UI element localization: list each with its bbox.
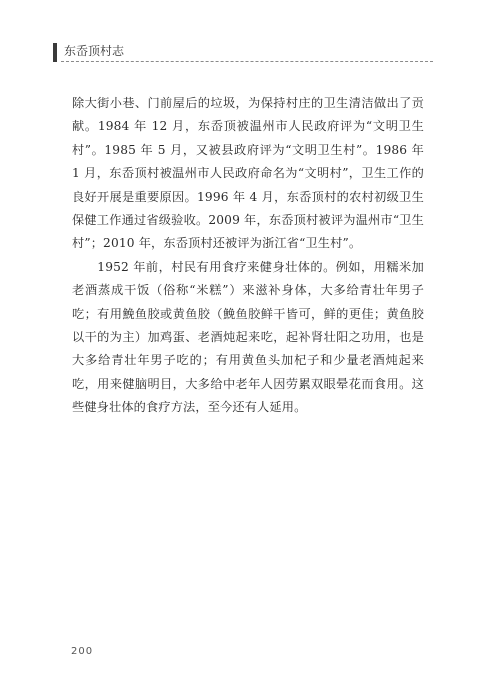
- page-number: 200: [71, 646, 94, 657]
- paragraph-2: 1952 年前，村民有用食疗来健身壮体的。例如，用糯米加老酒蒸成干饭（俗称“米糕”）来滋补身体，大多给青壮年男子吃；有用鮸鱼胶或黄鱼胶（鮸鱼胶鲜干皆可，鲜的更佳；黄鱼胶以干的为主）加鸡蛋、老酒炖起来吃，起补肾壮阳之功用，也是大多给青壮年男子吃的；有用黄鱼头加杞子和少量老酒炖起来吃，用来健脑明目，大多给中老年人因劳累双眼晕花而食用。这些健身壮体的食疗方法，至今还有人延用。: [72, 259, 424, 415]
- header-title: 东岙顶村志: [64, 44, 125, 58]
- paragraph-1: 除大街小巷、门前屋后的垃圾，为保持村庄的卫生清洁做出了贡献。1984 年 12 月，东岙顶被温州市人民政府评为“文明卫生村”。1985 年 5 月，又被县政府评为“文明卫生村”。1986 年 1 月，东岙顶村被温州市人民政府命名为“文明村”，卫生工作的良好开展是重要原因。1996 年 4 月，东岙顶村的农村初级卫生保健工作通过省级验收。2009 年，东岙顶村被评为温州市“卫生村”；2010 年，东岙顶村还被评为浙江省“卫生村”。: [72, 96, 424, 251]
- header-bar: [53, 43, 57, 62]
- body-text: [72, 92, 424, 420]
- running-header: [53, 41, 433, 63]
- header-rule: [61, 61, 433, 62]
